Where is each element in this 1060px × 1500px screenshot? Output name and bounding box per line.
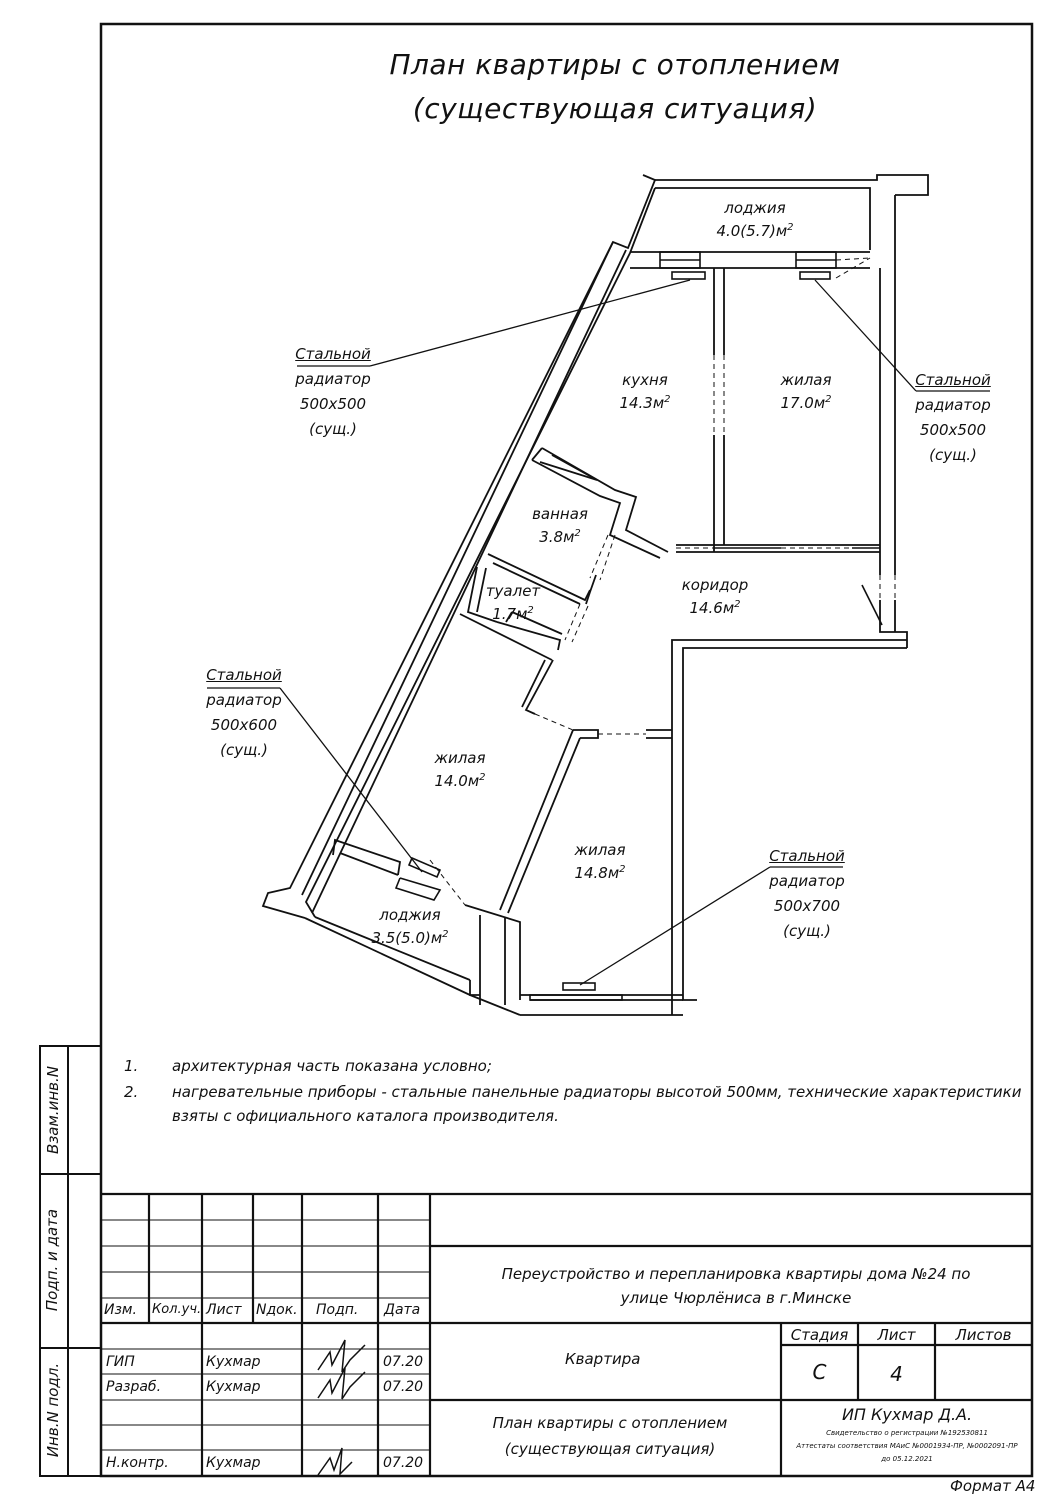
stamp-object: Квартира: [565, 1350, 641, 1368]
radiator-callout-living-w: Стальной радиатор 500х600 (сущ.): [206, 666, 282, 759]
stamp-stage-header: Стадия: [790, 1326, 849, 1344]
stamp-stage-value: С: [812, 1360, 827, 1384]
stamp-header-podp: Подп.: [316, 1302, 359, 1318]
stamp-sheet-title: План квартиры с отоплением (существующая ситуация): [492, 1414, 728, 1458]
signatures: [318, 1340, 365, 1475]
stamp-name-razrab: Кухмар: [206, 1379, 261, 1395]
signature-3: [318, 1448, 352, 1475]
drawing-title-line2: (существующая ситуация): [412, 92, 818, 125]
side-label-vzam-inv: Взам.инв.N: [44, 1066, 62, 1154]
stamp-list-header: Лист: [877, 1326, 916, 1344]
room-label-bathroom: ванная $3.8м^2$: [532, 505, 588, 546]
note-1-text: архитектурная часть показана условно;: [172, 1057, 492, 1075]
room-label-kitchen: кухня $14.3м^2$: [619, 371, 671, 412]
drawing-title-line1: План квартиры с отоплением: [389, 48, 841, 81]
stamp-header-data: Дата: [384, 1302, 421, 1318]
stamp-name-gip: Кухмар: [206, 1354, 261, 1370]
stamp-header-izm: Изм.: [104, 1302, 137, 1318]
stamp-company-reg: Свидетельство о регистрации №192530811: [826, 1429, 988, 1437]
note-2-continuation: взяты с официального каталога производителя.: [172, 1107, 559, 1125]
room-label-living-w: жилая $14.0м^2$: [434, 749, 486, 790]
format-label: Формат А4: [950, 1477, 1036, 1495]
stamp-company-name: ИП Кухмар Д.А.: [841, 1405, 973, 1424]
stamp-name-nkontr: Кухмар: [206, 1455, 261, 1471]
stamp-project-title: Переустройство и перепланировка квартиры дома №24 по улице Чюрлёниса в г.Минске: [501, 1265, 971, 1307]
radiator-callout-living-ne: Стальной радиатор 500х500 (сущ.): [915, 371, 991, 464]
stamp-date-razrab: 07.20: [383, 1379, 424, 1395]
stamp-date-nkontr: 07.20: [383, 1455, 424, 1471]
stamp-date-gip: 07.20: [383, 1354, 424, 1370]
signature-1: [318, 1340, 365, 1372]
side-label-podp-data: Подп. и дата: [43, 1208, 61, 1312]
note-2-number: 2.: [124, 1083, 139, 1101]
stamp-header-ndok: Nдок.: [256, 1302, 298, 1318]
stamp-listov-header: Листов: [955, 1326, 1012, 1344]
stamp-company-valid: до 05.12.2021: [881, 1455, 933, 1463]
signature-2: [318, 1368, 365, 1399]
room-label-toilet: туалет $1.7м^2$: [485, 582, 541, 623]
stamp-company-cert: Аттестаты соответствия МАиС №0001934-ПР, №0002091-ПР: [796, 1442, 1018, 1450]
radiator-kitchen: [672, 272, 705, 279]
room-label-living-ne: жилая $17.0м^2$: [780, 371, 832, 412]
stamp-role-gip: ГИП: [106, 1354, 135, 1370]
room-label-living-s: жилая $14.8м^2$: [574, 841, 626, 882]
note-2-text: нагревательные приборы - стальные панельные радиаторы высотой 500мм, технические характеристики: [172, 1083, 1022, 1101]
room-label-loggia-top: лоджия $4.0(5.7)м^2$: [716, 199, 794, 240]
radiator-living-s: [563, 983, 595, 990]
note-1-number: 1.: [124, 1057, 139, 1075]
radiator-callout-kitchen: Стальной радиатор 500х500 (сущ.): [295, 345, 371, 438]
radiator-living-ne: [800, 272, 830, 279]
stamp-header-kol-uch: Кол.уч.: [152, 1302, 202, 1317]
stamp-sheet-value: 4: [890, 1362, 903, 1386]
stamp-header-list: Лист: [206, 1302, 242, 1318]
room-label-corridor: коридор $14.6м^2$: [681, 576, 749, 617]
radiator-callout-living-s: Стальной радиатор 500х700 (сущ.): [769, 847, 845, 940]
room-label-loggia-bottom: лоджия $3.5(5.0)м^2$: [371, 906, 449, 947]
side-label-inv-podl: Инв.N подл.: [44, 1362, 62, 1458]
stamp-role-nkontr: Н.контр.: [106, 1455, 169, 1471]
stamp-role-razrab: Разраб.: [106, 1379, 162, 1395]
